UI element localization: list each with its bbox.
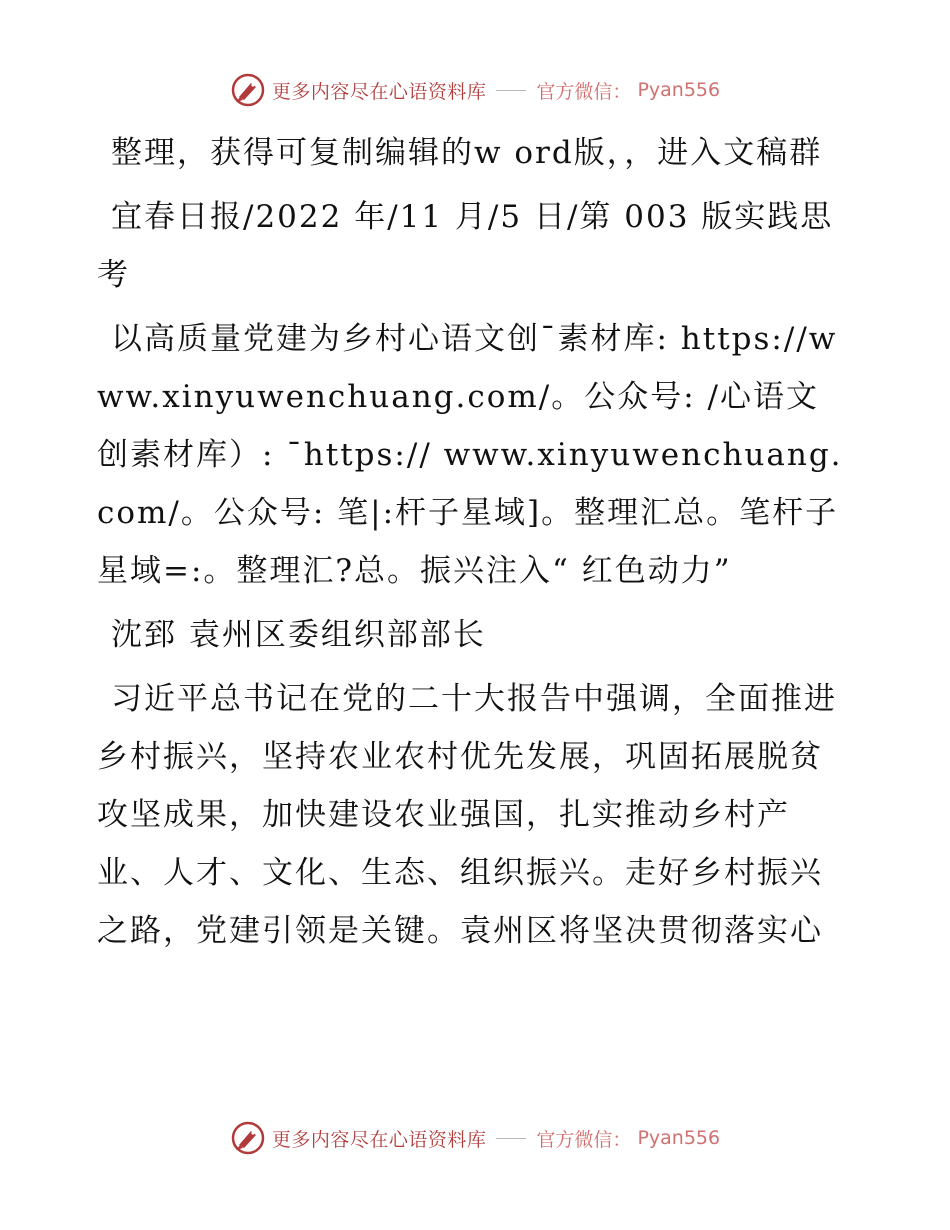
paragraph-main: 习近平总书记在党的二十大报告中强调，全面推进乡村振兴，坚持农业农村优先发展，巩固拓展脱贫攻坚成果，加快建设农业强国，扎实推动乡村产业、人才、文化、生态、组织振兴。走好乡村振兴之路，党建引领是关键。袁州区将坚决贯彻落实心 <box>97 681 837 949</box>
paragraph-intro: 整理，获得可复制编辑的w ord版，，进入文稿群 <box>111 135 823 171</box>
banner-label: 官方微信： <box>536 1128 632 1151</box>
banner-wechat-id: Pyan556 <box>637 1127 721 1149</box>
banner-text: 更多内容尽在心语资料库 <box>271 1128 487 1151</box>
banner-wechat-id: Pyan556 <box>637 79 721 101</box>
paragraph-author: 沈郅 袁州区委组织部部长 <box>111 617 486 653</box>
banner-divider <box>496 90 526 91</box>
document-body <box>97 124 849 966</box>
header-banner <box>0 70 950 110</box>
pen-nib-logo-icon <box>230 72 266 108</box>
banner-label: 官方微信： <box>536 80 632 103</box>
footer-banner <box>0 1118 950 1158</box>
pen-nib-logo-icon <box>230 1120 266 1156</box>
paragraph-title: 以高质量党建为乡村心语文创¯素材库: https://www.xinyuwenchuang.com/。公众号: /心语文创素材库）: ¯https:// www.xinyuwenchuang.com/。公众号: 笔|:杆子星域]。整理汇总。笔杆子星域=:。整理汇?总。振兴注入“ 红色动力” <box>97 321 843 589</box>
paragraph-source: 宜春日报/2022 年/11 月/5 日/第 003 版实践思考 <box>97 199 834 293</box>
banner-divider <box>496 1138 526 1139</box>
banner-text: 更多内容尽在心语资料库 <box>271 80 487 103</box>
